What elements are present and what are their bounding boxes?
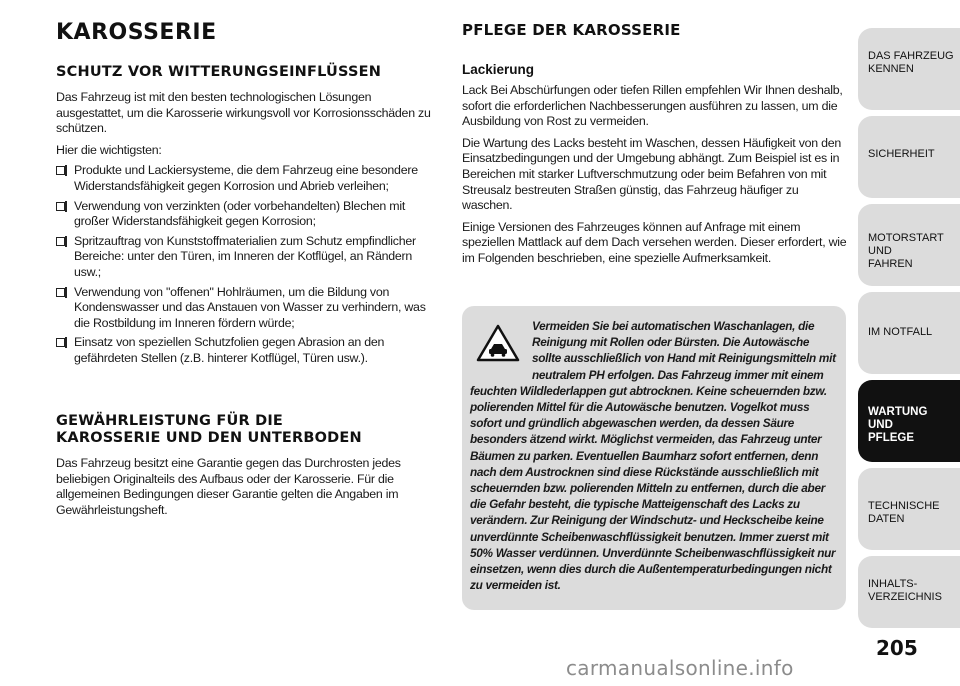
page-title: KAROSSERIE: [56, 20, 217, 45]
warranty-text: Das Fahrzeug besitzt eine Garantie gegen das Durchrosten jedes beliebigen Originalteils des Aufbaus oder der Karosserie. Für die allgemeinen Bedingungen dieser Garantie gelten die Angaben im Gewährleistungsheft.: [56, 456, 401, 517]
section-heading: GEWÄHRLEISTUNG FÜR DIE KAROSSERIE UND DEN UNTERBODEN: [56, 413, 362, 446]
checkbox-icon: [56, 237, 65, 246]
paragraph: Einige Versionen des Fahrzeuges können auf Anfrage mit einem speziellen Mattlack auf dem Dach versehen werden. Dieser erfordert, wie im Folgenden beschrieben, eine spezielle Aufmerksamkeit.: [462, 219, 847, 265]
paragraph: Lack Bei Abschürfungen oder tiefen Rillen empfehlen Wir Ihnen deshalb, sofort die erforderlichen Nachbesserungen ausführen zu lassen, um die Ausbildung von Rost zu vermeiden.: [462, 83, 843, 129]
section-heading: SCHUTZ VOR WITTERUNGSEINFLÜSSEN: [56, 64, 382, 80]
tab-sicherheit[interactable]: SICHERHEIT: [858, 116, 960, 198]
checkbox-icon: [56, 166, 65, 175]
tab-wartung-und-pflege[interactable]: WARTUNG UND PFLEGE: [858, 380, 960, 462]
checkbox-icon: [56, 202, 65, 211]
watermark: carmanualsonline.info: [566, 656, 794, 680]
tab-inhaltsverzeichnis[interactable]: INHALTS- VERZEICHNIS: [858, 556, 960, 628]
paragraph: Die Wartung des Lacks besteht im Waschen, dessen Häufigkeit von den Einsatzbedingungen und der Umgebung abhängt. Zum Beispiel ist es in Bereichen mit starker Luftverschmutzung oder beim Befahren von mit Streusalz bestreuten Straßen günstig, das Fahrzeug häufiger zu waschen.: [462, 135, 842, 213]
tab-technische-daten[interactable]: TECHNISCHE DATEN: [858, 468, 960, 550]
section-title: PFLEGE DER KAROSSERIE: [462, 21, 681, 39]
list-item: Spritzauftrag von Kunststoffmaterialien zum Schutz empfindlicher Bereiche: unter den Türen, im Inneren der Kotflügel, an Rändern usw.;: [56, 234, 440, 281]
list-item: Verwendung von "offenen" Hohlräumen, um die Bildung von Kondenswasser und das Anstauen von Wasser zu verhindern, was die Rostbildung im Inneren fördern würde;: [56, 285, 440, 332]
list-item: Produkte und Lackiersysteme, die dem Fahrzeug eine besondere Widerstandsfähigkeit gegen Korrosion und Abrieb verleihen;: [56, 163, 440, 194]
checkbox-icon: [56, 338, 65, 347]
section-weather-protection: [56, 64, 440, 371]
protection-list: [56, 163, 440, 366]
section-lead: Hier die wichtigsten:: [56, 142, 162, 157]
list-item: Verwendung von verzinkten (oder vorbehandelten) Blechen mit großer Widerstandsfähigkeit gegen Korrosion;: [56, 199, 440, 230]
warning-text: Vermeiden Sie bei automatischen Waschanlagen, die Reinigung mit Rollen oder Bürsten. Die Autowäsche sollte ausschließlich von Hand mit Reinigungsmitteln mit neutralem PH erfolgen. Das Fahrzeug immer mit einem feuchten Wildlederlappen gut abtrocknen. Keine scheuernden bzw. polierenden Mittel für die Autowäsche benutzen. Vogelkot muss sofort und gründlich abgewaschen werden, da dessen Säure besonders ätzend wirkt. Möglichst vermeiden, das Fahrzeug unter Bäumen zu parken. Eventuellen Baumharz sofort entfernen, denn nach dem Austrocknen sind diese Rückstände ausschließlich mit scheuernden bzw. polierenden Mitteln zu entfernen, durch die aber die Gefahr besteht, die typische Matteigenschaft des Lacks zu verändern. Zur Reinigung der Windschutz- und Heckscheibe keine unverdünnte Scheibenwaschflüssigkeit benutzen. Immer zuerst mit 50% Wasser verdünnen. Unverdünnte Scheibenwaschflüssigkeit nur einsetzen, wenn dies durch die Außentemperaturbedingungen nicht zu vermeiden ist.: [470, 319, 836, 593]
page-number: 205: [876, 636, 918, 660]
checkbox-icon: [56, 288, 65, 297]
warning-box: [462, 306, 846, 610]
tab-im-notfall[interactable]: IM NOTFALL: [858, 292, 960, 374]
tab-das-fahrzeug-kennen[interactable]: DAS FAHRZEUG KENNEN: [858, 28, 960, 110]
section-warranty: [56, 413, 440, 518]
section-intro: Das Fahrzeug ist mit den besten technologischen Lösungen ausgestattet, um die Karosserie wirkungsvoll vor Korrosionsschäden zu schützen.: [56, 90, 431, 136]
list-item: Einsatz von speziellen Schutzfolien gegen Abrasion an den gefährdeten Stellen (z.B. hinterer Kotflügel, Türen usw.).: [56, 335, 440, 366]
section-body-care: [462, 62, 848, 267]
subheading: Lackierung: [462, 62, 535, 77]
tab-motorstart-und-fahren[interactable]: MOTORSTART UND FAHREN: [858, 204, 960, 286]
